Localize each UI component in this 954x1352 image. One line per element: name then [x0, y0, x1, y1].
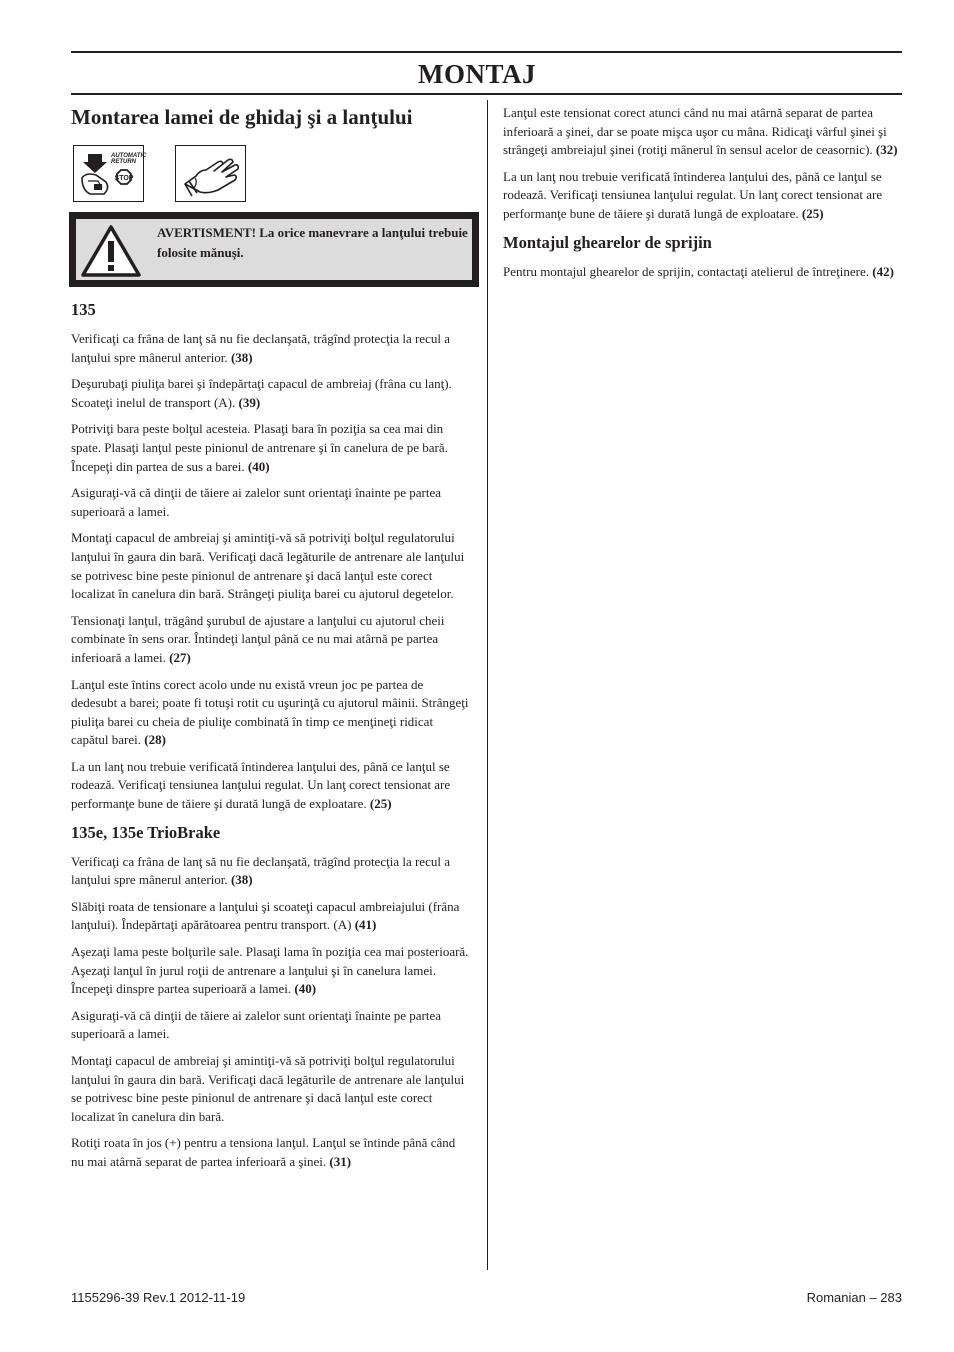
figure-ref: (38) — [230, 349, 253, 365]
paragraph: Montaţi capacul de ambreiaj şi amintiţi-vă să potriviţi bolţul regulatorului lanţului în gaura din bară. Verificaţi dacă legăturile de antrenare ale lanţului se potrivesc bine peste pinionul de antrenare şi dacă lanţul este corect localizat în canelura din bară. — [71, 1053, 465, 1124]
footer-doc-id: 1155296-39 Rev.1 2012-11-19 — [71, 1290, 246, 1305]
top-rule — [71, 51, 902, 53]
footer-page-number: Romanian – 283 — [806, 1290, 902, 1305]
paragraph: Montaţi capacul de ambreiaj şi amintiţi-vă să potriviţi bolţul regulatorului lanţului în gaura din bară. Verificaţi dacă legăturile de antrenare ale lanţului se potrivesc bine peste pinionul de antrenare şi dacă lanţul este corect localizat în canelura din bară. Strângeţi piuliţa barei cu ajutorul degetelor. — [71, 530, 465, 602]
paragraph: Slăbiţi roata de tensionare a lanţului şi scoateţi capacul ambreiajului (frâna lanţului). Îndepărtaţi apărătoarea pentru transport. (A) (41) — [71, 898, 460, 933]
page-title: MONTAJ — [418, 59, 536, 89]
warning-box — [69, 212, 479, 287]
figure-ref: (31) — [329, 1153, 352, 1169]
figure-ref: (27) — [169, 649, 191, 665]
paragraph: Asiguraţi-vă că dinţii de tăiere ai zalelor sunt orientaţi înainte pe partea superioară a lamei. — [71, 1007, 441, 1042]
warning-text: AVERTISMENT! La orice manevrare a lanţului trebuie folosite mănuşi. — [157, 225, 468, 260]
figure-ref: (38) — [230, 872, 253, 888]
figure-ref: (25) — [369, 796, 392, 812]
return-label: RETURN — [111, 159, 136, 165]
figure-ref: (25) — [801, 205, 824, 221]
column-divider — [487, 100, 488, 1270]
right-column — [503, 104, 903, 289]
paragraph: Deşurubaţi piuliţa barei şi îndepărtaţi capacul de ambreiaj (frâna cu lanţ). Scoateţi inelul de transport (A). (39) — [71, 376, 452, 410]
glove-icon — [178, 148, 243, 199]
paragraph: Aşezaţi lama peste bolţurile sale. Plasaţi lama în poziţia cea mai posterioară. Aşezaţi lanţul în jurul roţii de antrenare a lanţului şi în canelura lamei. Începeţi dinspre partea superioară a lamei. (40) — [71, 944, 469, 997]
paragraph: La un lanţ nou trebuie verificată întinderea lanţului des, până ce lanţul se rodează. Verificaţi tensiunea lanţului regulat. Un lanţ corect tensionat are performanţe bune de tăiere şi durată lungă de exploatare. (25) — [71, 758, 451, 812]
section-heading: Montarea lamei de ghidaj şi a lanţului — [71, 105, 413, 129]
glove-symbol — [175, 145, 246, 202]
chain-brake-icon — [76, 148, 147, 199]
paragraph: Tensionaţi lanţul, trăgând şurubul de ajustare a lanţului cu ajutorul cheii combinate în sens orar. Întindeţi lanţul până ce nu mai atârnă pe partea inferioară a lamei. (27) — [71, 612, 445, 665]
figure-ref: (32) — [875, 142, 898, 158]
heading-135: 135 — [71, 300, 96, 319]
left-column — [71, 299, 471, 1180]
paragraph: Lanţul este tensionat corect atunci când nu mai atârnă separat de partea inferioară a şinei, dar se poate mişca uşor cu mâna. Ridicaţi vârful şinei şi strângeţi ambreiajul şinei (rotiţi mânerul în sensul acelor de ceasornic). (32) — [503, 105, 898, 158]
paragraph: Lanţul este întins corect acolo unde nu există vreun joc pe partea de dedesubt a barei; poate fi totuşi rotit cu uşurinţă cu ajutorul mâinii. Strângeţi piuliţa barei cu cheia de piuliţe combinată în timp ce menţineţi ridicat capătul barei. (28) — [71, 676, 469, 748]
stop-label: STOP — [114, 175, 134, 182]
figure-ref: (28) — [144, 732, 166, 748]
chain-brake-symbol — [73, 145, 147, 202]
heading-135e: 135e, 135e TrioBrake — [71, 822, 221, 842]
paragraph: Rotiţi roata în jos (+) pentru a tensiona lanţul. Lanţul se întinde până când nu mai atârnă separat de partea inferioară a şinei. (31) — [71, 1135, 456, 1169]
paragraph: Asiguraţi-vă că dinţii de tăiere ai zalelor sunt orientaţi înainte pe partea superioară a lamei. — [71, 485, 441, 519]
figure-ref: (42) — [872, 263, 894, 279]
paragraph: Verificaţi ca frâna de lanţ să nu fie declanşată, trăgînd protecţia la recul a lanţului spre mânerul anterior. (38) — [71, 853, 450, 888]
automatic-label: AUTOMATIC — [111, 153, 147, 159]
warning-panel — [76, 219, 472, 280]
paragraph: Potriviţi bara peste bolţul acesteia. Plasaţi bara în poziţia sa cea mai din spate. Plasaţi lanţul peste pinionul de antrenare şi în canelura de pe bară. Începeţi din partea de sus a barei. (40) — [71, 421, 448, 474]
paragraph: La un lanţ nou trebuie verificată întinderea lanţului des, până ce lanţul se rodează. Verificaţi tensiunea lanţului regulat. Un lanţ corect tensionat are performanţe bune de tăiere şi durată lungă de exploatare. (25) — [503, 168, 883, 221]
warning-triangle-icon — [80, 224, 142, 278]
paragraph: Verificaţi ca frâna de lanţ să nu fie declanşată, trăgînd protecţia la recul a lanţului spre mânerul anterior. (38) — [71, 331, 450, 365]
heading-gheare: Montajul ghearelor de sprijin — [503, 232, 712, 252]
title-rule — [71, 93, 902, 95]
figure-ref: (40) — [294, 981, 317, 997]
paragraph: Pentru montajul ghearelor de sprijin, contactaţi atelierul de întreţinere. (42) — [503, 263, 894, 279]
figure-ref: (40) — [247, 458, 270, 474]
figure-ref: (39) — [238, 394, 261, 410]
figure-ref: (41) — [354, 917, 377, 933]
